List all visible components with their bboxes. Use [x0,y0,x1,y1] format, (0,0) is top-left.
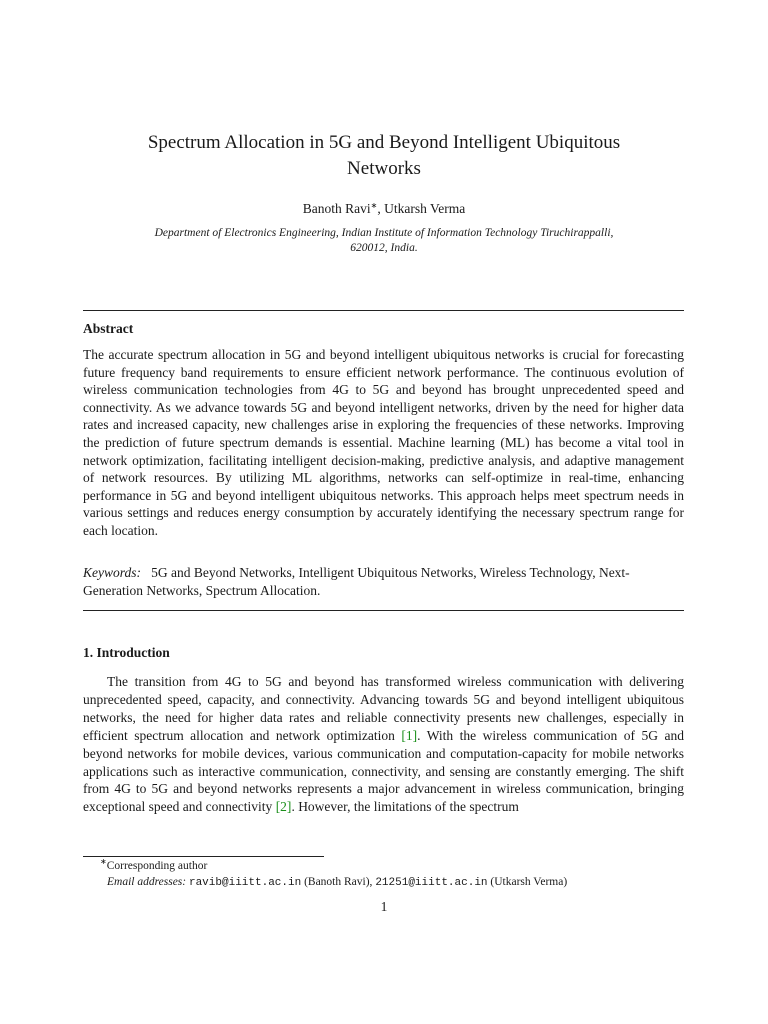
email-owner-1: (Banoth Ravi), [301,876,376,888]
keywords-text: 5G and Beyond Networks, Intelligent Ubiquitous Networks, Wireless Technology, Next-Generation Networks, Spectrum Allocation. [83,565,630,598]
author-list [60,201,708,217]
email-link-1[interactable]: ravib@iiitt.ac.in [188,877,302,889]
footnote-rule [83,856,324,857]
affiliation-line-2: 620012, India. [350,242,418,254]
intro-text-3: . However, the limitations of the spectrum [291,799,519,815]
intro-text-1: The transition from 4G to 5G and beyond has transformed wireless communication with delivering unprecedented speed, capacity, and connectivity. Advancing towards 5G and beyond intelligent ubiquitous networks, the need for higher data rates and reliable connectivity presents new challenges, especially in efficient spectrum allocation and network optimization [83,674,684,743]
affiliation-line-1: Department of Electronics Engineering, Indian Institute of Information Technology Tiruchirappalli, [154,227,614,239]
author-name-second: , Utkarsh Verma [377,201,466,216]
footnote-corresponding-text: Corresponding author [106,860,208,872]
footnote-mark: ∗ [100,857,107,866]
intro-text-2: . With the wireless communication of 5G and beyond networks for mobile devices, various communication and computation-capacity for mobile networks applications such as interactive communication, connectivity, and sensing are constantly emerging. The shift from 4G to 5G and beyond networks represents a major advancement in wireless communication, bringing exceptional speed and connectivity [83,727,684,815]
page-number: 1 [380,899,388,914]
introduction-body [83,673,684,816]
email-owner-2: (Utkarsh Verma) [487,876,568,888]
corresponding-mark: ∗ [370,201,378,210]
author-name: Banoth Ravi [302,201,371,216]
citation-link-2[interactable]: [2] [275,799,292,815]
footnote-emails [107,875,567,891]
email-label: Email addresses: [107,876,187,888]
keywords-label: Keywords: [83,565,141,580]
footnote-corresponding [100,859,207,874]
abstract-bottom-rule [83,610,684,611]
abstract-body: The accurate spectrum allocation in 5G and beyond intelligent ubiquitous networks is crucial for forecasting future frequency band requirements to ensure efficient network performance. The continuous evolution of wireless communication technologies from 4G to 5G and beyond has brought unprecedented speed and connectivity. As we advance towards 5G and beyond intelligent networks, driven by the need for higher data rates and increased capacity, new challenges arise in exploring the frequencies of these networks. Improving the prediction of future spectrum demands is essential. Machine learning (ML) has become a vital tool in network optimization, facilitating intelligent decision-making, predictive analysis, and adaptive management of network resources. By utilizing ML algorithms, networks can self-optimize in real-time, enhancing performance in 5G and beyond intelligent ubiquitous networks. This approach helps meet spectrum needs in various settings and reduces energy consumption by accurately identifying the necessary spectrum range for each location. [83,347,684,538]
title-line-1: Spectrum Allocation in 5G and Beyond Intelligent Ubiquitous [147,132,621,153]
affiliation [84,226,684,256]
section-heading-introduction: 1. Introduction [83,645,170,660]
title-line-2: Networks [347,158,421,179]
citation-link-1[interactable]: [1] [401,727,418,743]
paper-title [60,130,708,182]
abstract-top-rule [83,310,684,311]
abstract-heading: Abstract [83,321,134,336]
keywords [83,564,684,599]
email-link-2[interactable]: 21251@iiitt.ac.in [375,877,488,889]
